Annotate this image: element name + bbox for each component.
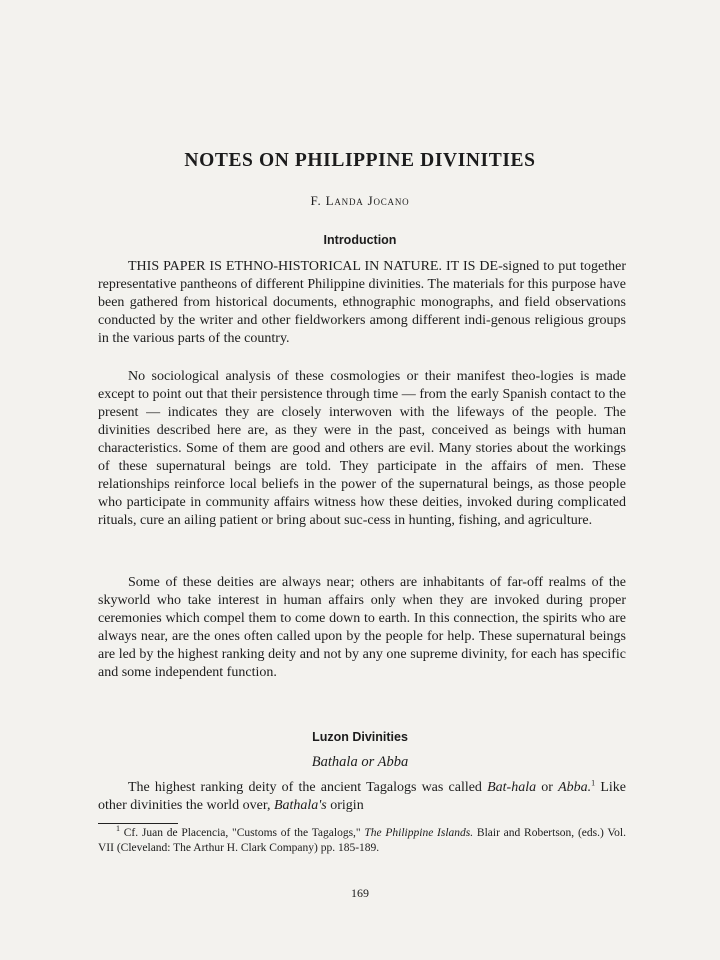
page-number: 169 [351,886,369,900]
p4-abba-italic: Abba. [558,780,592,795]
footnote [98,826,626,855]
p4-bathala-italic: Bat-hala [487,780,537,795]
paragraph-2: No sociological analysis of these cosmologies or their manifest theo-logies is made except to point out that their persistence through time — from the early Spanish contact to the present — indicates they are closely interwoven with the lifeways of the people. The divinities described here are, as they were in the past, conceived as beings with human characteristics. Some of them are good and others are evil. Many stories about the workings of these supernatural beings are told. They participate in the affairs of men. These relationships reinforce local beliefs in the power of the supernatural beings, as those people who participate in community affairs witness how these deities, invoked during complicated rituals, cure an ailing patient or bring about suc-cess in hunting, fishing, and agriculture. [98,369,626,528]
footnote-title-italic: The Philippine Islands. [364,827,474,839]
p4-text-a: The highest ranking deity of the ancient Tagalogs was called [128,780,488,795]
section-heading-introduction: Introduction [323,233,397,247]
p4-bathalas-italic: Bathala's [273,798,327,813]
author-initial: F. [310,193,326,208]
footnote-reference: 1 [591,778,596,788]
p4-text-e: Like other divinities the world over, [98,780,626,813]
paragraph-4 [98,779,626,815]
footnote-marker: 1 [116,824,120,834]
paragraph-1: THIS PAPER IS ETHNO-HISTORICAL IN NATURE. IT IS DE-signed to put together representative pantheons of different Philippine divinities. The materials for this purpose have been gathered from historical documents, ethnographic monographs, and field observations conducted by the writer and other fieldworkers among different indi-genous religious groups in the various parts of the country. [98,259,626,346]
footnote-divider [98,823,178,824]
author-line [0,193,720,209]
subheading-bathala: Bathala or Abba [311,754,409,770]
footnote-text-c: Blair and Robertson, (eds.) Vol. VII (Cleveland: The Arthur H. Clark Company) pp. 185-189. [98,827,626,854]
section-heading-luzon: Luzon Divinities [312,730,408,744]
footnote-text-a: Cf. Juan de Placencia, "Customs of the Tagalogs," [120,827,365,839]
paragraph-3: Some of these deities are always near; others are inhabitants of far-off realms of the skyworld who take interest in human affairs only when they are invoked during proper ceremonies which compel them to come down to earth. In this connection, the spirits who are always near, are the ones often called upon by the people for help. These supernatural beings are led by the highest ranking deity and not by any one supreme divinity, for each has specific and some independent function. [98,575,626,680]
p4-text-g: origin [326,798,364,813]
author-name: Landa Jocano [325,193,410,208]
page-title: NOTES ON PHILIPPINE DIVINITIES [184,150,536,171]
p4-text-c: or [536,780,559,795]
